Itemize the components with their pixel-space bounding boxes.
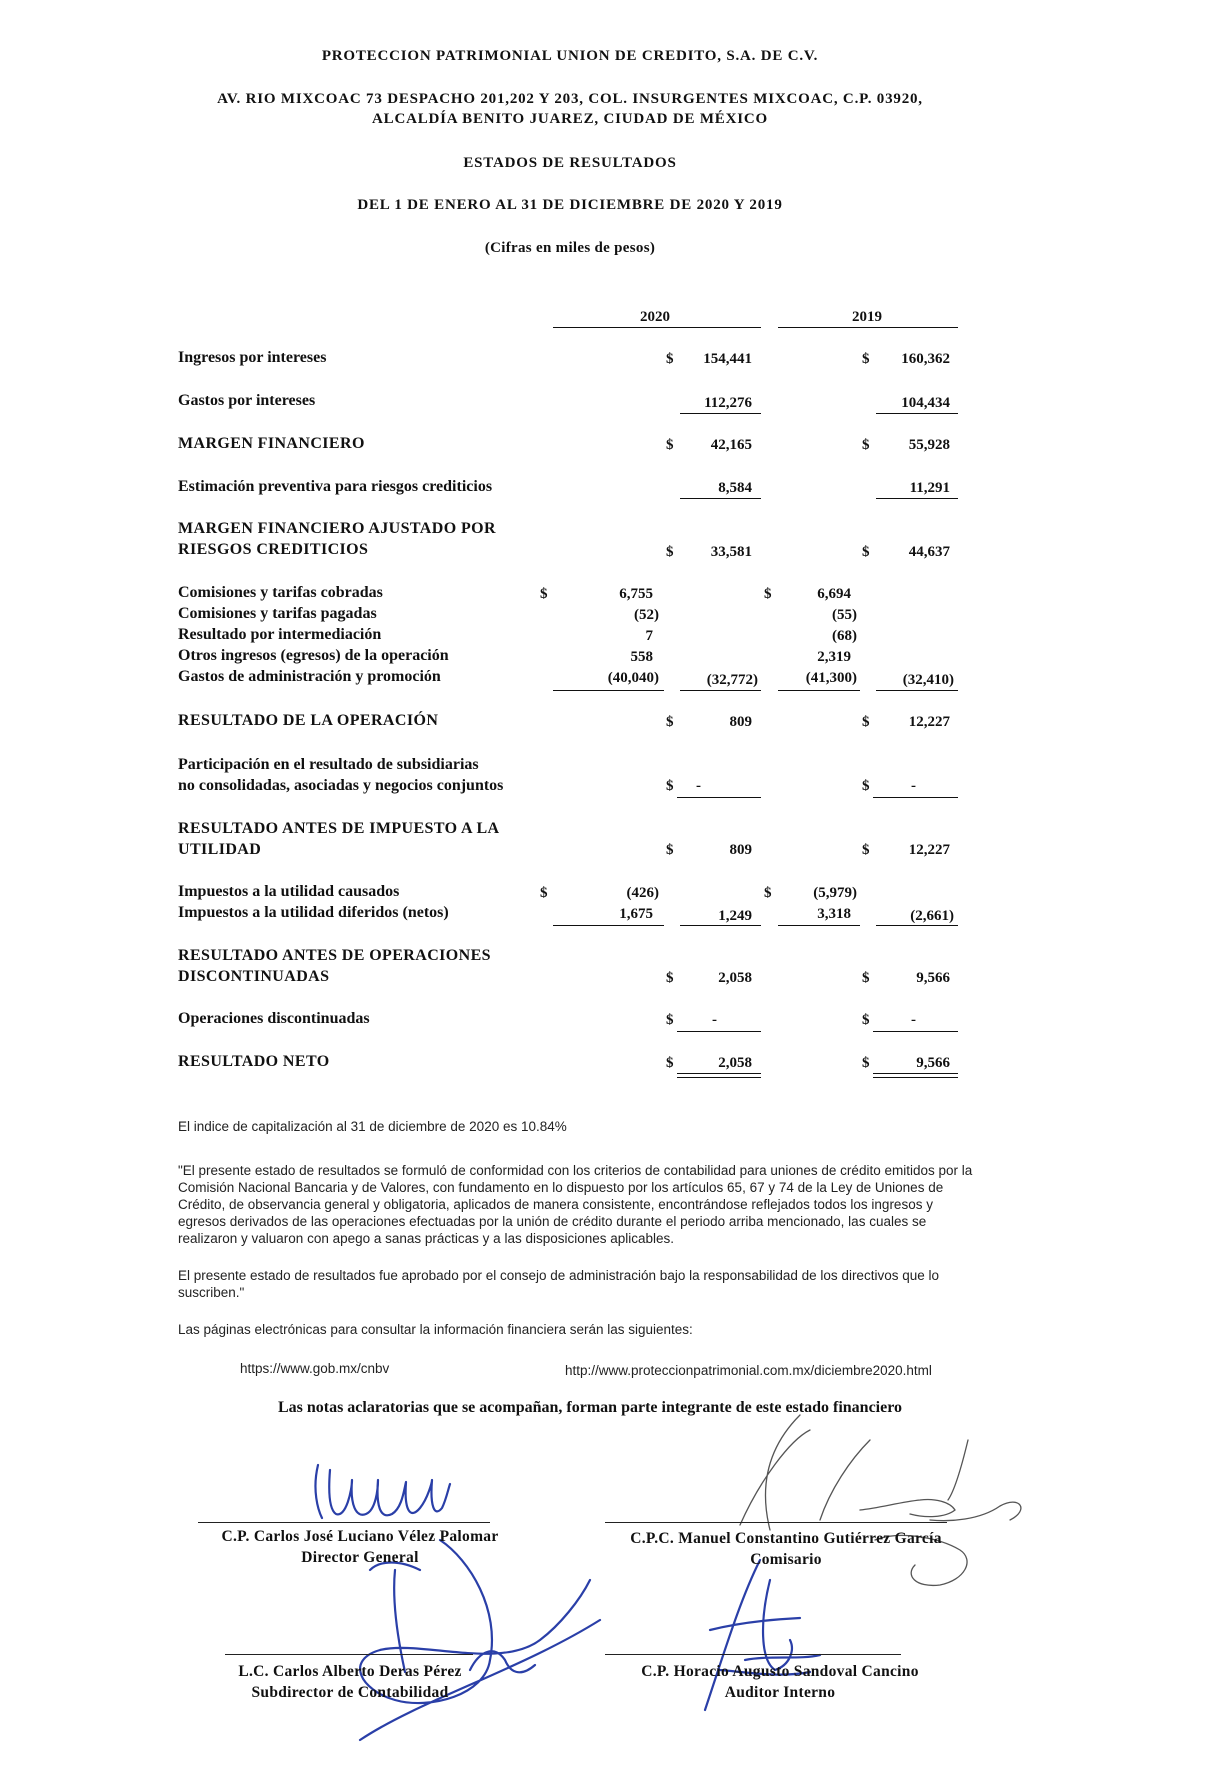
row-label-resultado-neto: RESULTADO NETO [178,1053,330,1070]
legal-paragraph-1-line-4: egresos derivados de las operaciones efectuadas por la unión de crédito durante el periodo arriba mencionado, las cuales se [178,1214,927,1229]
signer-name-3: L.C. Carlos Alberto Deras Pérez [238,1663,462,1680]
value-2020-participacion: - [696,778,701,794]
currency-sign: $ [666,778,674,794]
column-header-2019-underline [778,327,958,328]
legal-paragraph-1-line-3: Crédito, de observancia general y obligatoria, aplicados de manera consistente, encontrándose reflejados todos los ingresos y [178,1197,933,1212]
value-2019-margen: 55,928 [908,437,950,453]
column-header-2020-underline [553,327,761,328]
row-label-resultado-operacion: RESULTADO DE LA OPERACIÓN [178,712,439,729]
value-2019-participacion: - [911,778,916,794]
row-label-participacion-2: no consolidadas, asociadas y negocios conjuntos [178,777,504,794]
row-label-comisiones-pagadas: Comisiones y tarifas pagadas [178,605,377,622]
signer-title-2: Comisario [750,1551,822,1568]
total-double-underline [873,1073,958,1078]
currency-sign: $ [862,842,870,858]
subtotal-underline [680,498,761,499]
signatures-drawing [0,1410,1219,1781]
currency-sign: $ [666,544,674,560]
currency-sign: $ [862,1012,870,1028]
capitalization-note: El indice de capitalización al 31 de diciembre de 2020 es 10.84% [178,1119,567,1134]
subvalue-2019-comisiones-cobradas: 6,694 [817,586,851,602]
row-label-ingresos: Ingresos por intereses [178,349,327,366]
subtotal-underline [680,925,761,926]
subvalue-2020-comisiones-cobradas: 6,755 [619,586,653,602]
address-line-1: AV. RIO MIXCOAC 73 DESPACHO 201,202 Y 203, COL. INSURGENTES MIXCOAC, C.P. 03920, [217,91,923,107]
signature-line-4 [605,1654,901,1655]
currency-sign: $ [764,586,772,602]
subcolumn-underline [553,690,664,691]
row-label-margen-ajustado-1: MARGEN FINANCIERO AJUSTADO POR [178,520,496,537]
value-2019-ingresos: 160,362 [901,351,950,367]
currency-sign: $ [862,351,870,367]
signer-title-4: Auditor Interno [724,1684,836,1701]
subtotal-underline [876,925,958,926]
row-label-impuestos-diferidos: Impuestos a la utilidad diferidos (netos) [178,904,449,921]
subvalue-2020-intermediacion: 7 [645,628,653,644]
value-2020-resultado-antes-impuesto: 809 [729,842,752,858]
company-name: PROTECCION PATRIMONIAL UNION DE CREDITO, S.A. DE C.V. [321,48,819,64]
row-label-gastos: Gastos por intereses [178,392,316,409]
currency-sign: $ [666,714,674,730]
value-2019-discontinuadas: - [911,1012,916,1028]
row-label-resultado-antes-discontinuadas-2: DISCONTINUADAS [178,968,330,985]
value-2020-resultado-neto: 2,058 [718,1055,752,1071]
address-line-2: ALCALDÍA BENITO JUAREZ, CIUDAD DE MÉXICO [372,111,768,127]
signer-name-1: C.P. Carlos José Luciano Vélez Palomar [221,1528,499,1545]
row-label-gastos-admin: Gastos de administración y promoción [178,668,441,685]
currency-sign: $ [862,970,870,986]
value-2020-margen-ajustado: 33,581 [710,544,752,560]
value-2020-impuestos-diferidos: 1,249 [718,908,752,924]
legal-paragraph-2-line-1: El presente estado de resultados fue aprobado por el consejo de administración bajo la responsabilidad de los directivos que lo [178,1268,939,1283]
subcolumn-underline [778,690,860,691]
value-2020-margen: 42,165 [710,437,752,453]
row-label-comisiones-cobradas: Comisiones y tarifas cobradas [178,584,383,601]
value-2019-resultado-antes-impuesto: 12,227 [908,842,950,858]
value-2020-discontinuadas: - [712,1012,717,1028]
subvalue-2019-impuestos-causados: (5,979) [813,885,857,901]
units-note: (Cifras en miles de pesos) [484,240,656,256]
signature-line-3 [225,1654,473,1655]
subtotal-underline [680,690,761,691]
subtotal-underline [876,690,958,691]
subvalue-2020-comisiones-pagadas: (52) [634,607,659,623]
row-label-estimacion: Estimación preventiva para riesgos crediticios [178,478,493,495]
total-double-underline [677,1073,761,1078]
statement-title: ESTADOS DE RESULTADOS [463,155,677,171]
subvalue-2020-gastos-admin: (40,040) [607,670,659,686]
row-label-margen: MARGEN FINANCIERO [178,435,365,452]
currency-sign: $ [666,437,674,453]
subvalue-2020-impuestos-diferidos: 1,675 [619,906,653,922]
currency-sign: $ [666,970,674,986]
currency-sign: $ [862,778,870,794]
subvalue-2020-otros-ingresos: 558 [630,649,653,665]
row-label-discontinuadas: Operaciones discontinuadas [178,1010,370,1027]
subcolumn-underline [778,925,860,926]
signature-line-1 [198,1522,490,1523]
row-label-resultado-antes-impuesto-1: RESULTADO ANTES DE IMPUESTO A LA [178,820,500,837]
signer-name-2: C.P.C. Manuel Constantino Gutiérrez García [630,1530,942,1547]
legal-paragraph-1-line-2: Comisión Nacional Bancaria y de Valores, con fundamento en lo dispuesto por los artículos 65, 67 y 74 de la Ley de Uniones de [178,1180,944,1195]
legal-paragraph-1-line-1: "El presente estado de resultados se formuló de conformidad con los criterios de contabilidad para uniones de crédito emitidos por la [178,1163,973,1178]
subtotal-underline [677,1031,761,1032]
row-label-participacion-1: Participación en el resultado de subsidiarias [178,756,479,773]
row-label-intermediacion: Resultado por intermediación [178,626,382,643]
column-header-2020: 2020 [640,309,670,325]
value-2019-impuestos-diferidos: (2,661) [910,908,954,924]
currency-sign: $ [862,544,870,560]
currency-sign: $ [666,1012,674,1028]
currency-sign: $ [862,437,870,453]
legal-paragraph-1-line-5: realizaron y valuaron con apego a sanas prácticas y a las disposiciones aplicables. [178,1231,675,1246]
legal-paragraph-2-line-2: suscriben." [178,1285,245,1300]
subtotal-underline [876,413,958,414]
value-2019-margen-ajustado: 44,637 [908,544,950,560]
subvalue-2020-impuestos-causados: (426) [626,885,659,901]
period: DEL 1 DE ENERO AL 31 DE DICIEMBRE DE 2020 Y 2019 [357,197,783,213]
signature-scribble-director [315,1465,450,1518]
signer-title-3: Subdirector de Contabilidad [251,1684,449,1701]
value-2020-gastos-admin: (32,772) [706,672,758,688]
row-label-resultado-antes-impuesto-2: UTILIDAD [178,841,262,858]
subvalue-2019-comisiones-pagadas: (55) [832,607,857,623]
subtotal-underline [873,797,958,798]
signature-scribble-subdirector [360,1540,600,1740]
currency-sign: $ [666,842,674,858]
subtotal-underline [876,498,958,499]
value-2019-gastos: 104,434 [901,395,950,411]
url-cnbv[interactable]: https://www.gob.mx/cnbv [240,1361,390,1376]
subvalue-2019-otros-ingresos: 2,319 [817,649,851,665]
value-2020-resultado-antes-discontinuadas: 2,058 [718,970,752,986]
currency-sign: $ [862,714,870,730]
websites-intro: Las páginas electrónicas para consultar la información financiera serán las siguientes: [178,1322,693,1337]
row-label-resultado-antes-discontinuadas-1: RESULTADO ANTES DE OPERACIONES [178,947,491,964]
signer-name-4: C.P. Horacio Augusto Sandoval Cancino [641,1663,919,1680]
value-2019-estimacion: 11,291 [909,480,950,496]
row-label-otros-ingresos: Otros ingresos (egresos) de la operación [178,647,449,664]
value-2019-resultado-antes-discontinuadas: 9,566 [916,970,950,986]
row-label-margen-ajustado-2: RIESGOS CREDITICIOS [178,541,369,558]
currency-sign: $ [540,885,548,901]
currency-sign: $ [764,885,772,901]
value-2019-resultado-neto: 9,566 [916,1055,950,1071]
value-2020-gastos: 112,276 [704,395,752,411]
subtotal-underline [873,1031,958,1032]
value-2020-ingresos: 154,441 [703,351,752,367]
currency-sign: $ [666,351,674,367]
signer-title-1: Director General [301,1549,419,1566]
column-header-2019: 2019 [852,309,882,325]
value-2019-resultado-operacion: 12,227 [908,714,950,730]
subtotal-underline [680,413,761,414]
subvalue-2019-impuestos-diferidos: 3,318 [817,906,851,922]
currency-sign: $ [666,1055,674,1071]
currency-sign: $ [862,1055,870,1071]
url-proteccion-patrimonial[interactable]: http://www.proteccionpatrimonial.com.mx/diciembre2020.html [565,1363,932,1378]
subvalue-2019-intermediacion: (68) [832,628,857,644]
value-2020-estimacion: 8,584 [718,480,752,496]
subtotal-underline [677,797,761,798]
value-2019-gastos-admin: (32,410) [902,672,954,688]
subcolumn-underline [553,925,664,926]
currency-sign: $ [540,586,548,602]
row-label-impuestos-causados: Impuestos a la utilidad causados [178,883,400,900]
notas-aclaratorias: Las notas aclaratorias que se acompañan, forman parte integrante de este estado financiero [277,1399,903,1416]
value-2020-resultado-operacion: 809 [729,714,752,730]
subvalue-2019-gastos-admin: (41,300) [805,670,857,686]
signature-line-2 [605,1522,947,1523]
